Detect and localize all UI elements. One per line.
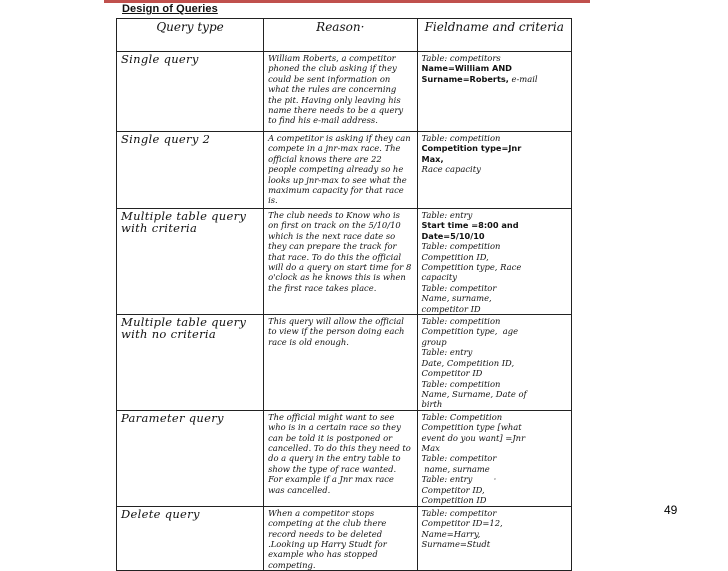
criteria-text: Surname=Studt: [421, 538, 491, 549]
criteria-line: [422, 412, 568, 422]
fieldname-cell: [417, 410, 572, 506]
criteria-text: Max: [421, 442, 440, 453]
queries-table: [116, 18, 572, 571]
criteria-text: Race capacity: [421, 164, 481, 175]
criteria-text: Table: entry: [421, 347, 473, 358]
criteria-text: Name=William AND: [421, 63, 512, 74]
criteria-text: Table: competitor: [421, 507, 497, 518]
criteria-line: [422, 347, 568, 357]
criteria-text: Name=Harry,: [421, 528, 481, 539]
criteria-line: [422, 518, 568, 528]
criteria-text: Table: competitors: [421, 53, 501, 63]
reason-cell: This query will allow the official to view if the person doing each race is old enough.: [264, 315, 417, 411]
table-row: [117, 52, 572, 132]
query-type-cell: Parameter query: [117, 410, 264, 506]
criteria-line: [422, 495, 568, 505]
criteria-line: [422, 337, 568, 347]
criteria-line: [422, 293, 568, 303]
query-type-cell: Delete query: [117, 506, 264, 570]
query-type-cell: Single query: [117, 52, 264, 132]
header-reason: Reason·: [264, 19, 417, 52]
criteria-line: [422, 474, 568, 484]
criteria-text: event do you want] =Jnr: [421, 432, 526, 443]
criteria-text: Table: competitor: [421, 453, 497, 464]
criteria-text: Table: competition: [421, 133, 501, 143]
criteria-text: Surname=Roberts,: [421, 73, 509, 84]
criteria-text: Competitor ID=12,: [421, 518, 503, 529]
criteria-line: [422, 220, 568, 230]
table-row: [117, 315, 572, 411]
criteria-line: [422, 433, 568, 443]
criteria-line: [422, 272, 568, 282]
criteria-text: name, surname: [421, 463, 490, 474]
criteria-line: [422, 529, 568, 539]
table-body: [117, 52, 572, 571]
criteria-line: [422, 485, 568, 495]
criteria-line: [422, 143, 568, 153]
criteria-text: Competitor ID: [421, 368, 483, 379]
criteria-text: Table: competitor: [421, 282, 497, 293]
fieldname-cell: [417, 315, 572, 411]
criteria-text: Table: competition: [421, 241, 501, 252]
criteria-line: [422, 443, 568, 453]
criteria-text: Date, Competition ID,: [421, 357, 515, 368]
header-query-type: Query type: [117, 19, 264, 52]
criteria-line: [422, 231, 568, 241]
reason-cell: William Roberts, a competitor phoned the club asking if they could be sent information on what the rules are concerning the pit. Having only leaving his name there needs to be a query to find his e-mail address.: [264, 52, 417, 132]
table-row: [117, 410, 572, 506]
fieldname-cell: [417, 209, 572, 315]
page-number: 49: [664, 503, 678, 517]
criteria-line: [422, 358, 568, 368]
criteria-text: Table: Competition: [421, 411, 503, 422]
criteria-text: group: [421, 336, 447, 347]
criteria-text: Table: competition: [421, 316, 501, 327]
table-row: [117, 506, 572, 570]
criteria-line: [422, 154, 568, 164]
criteria-text: capacity: [421, 272, 458, 283]
criteria-line: [422, 304, 568, 314]
header-fieldname-criteria: Fieldname and criteria: [417, 19, 572, 52]
document-heading: Design of Queries: [122, 3, 218, 15]
criteria-line: [422, 316, 568, 326]
criteria-text: Competition type=Jnr: [421, 143, 522, 154]
reason-cell: When a competitor stops competing at the club there record needs to be deleted .Looking up Harry Studt for example who has stopped competing.: [264, 506, 417, 570]
criteria-text: Name, Surname, Date of: [421, 388, 527, 399]
criteria-line: [422, 464, 568, 474]
criteria-text: Competition ID,: [421, 251, 489, 262]
criteria-line: [422, 241, 568, 251]
fieldname-cell: [417, 506, 572, 570]
criteria-line: [422, 164, 568, 174]
criteria-text: Table: competition: [421, 378, 501, 389]
criteria-line: [422, 252, 568, 262]
query-type-cell: Multiple table query with no criteria: [117, 315, 264, 411]
criteria-line: [422, 379, 568, 389]
reason-cell: The official might want to see who is in a certain race so they can be told it is postponed or cancelled. To do this they need to do a query in the entry table to show the type of race wanted. For example if a Jnr max race was cancelled.: [264, 410, 417, 506]
criteria-text: Table: entry ·: [421, 474, 497, 485]
criteria-text: Competition type, Race: [421, 262, 522, 273]
criteria-line: [422, 422, 568, 432]
criteria-line: [422, 133, 568, 143]
criteria-text: Start time =8:00 and: [421, 220, 519, 231]
criteria-text: Date=5/10/10: [421, 230, 485, 241]
criteria-line: [422, 210, 568, 220]
criteria-text: Competition type [what: [421, 422, 522, 433]
criteria-line: [422, 389, 568, 399]
criteria-line: [422, 399, 568, 409]
criteria-line: [422, 63, 568, 73]
criteria-line: [422, 53, 568, 63]
criteria-line: [422, 508, 568, 518]
criteria-line: [422, 368, 568, 378]
criteria-text: Competitor ID,: [421, 484, 485, 495]
criteria-text: birth: [421, 399, 443, 410]
criteria-text: Name, surname,: [421, 293, 492, 304]
query-type-cell: Multiple table query with criteria: [117, 209, 264, 315]
fieldname-cell: [417, 132, 572, 209]
criteria-line: [422, 283, 568, 293]
criteria-text: competitor ID: [421, 303, 481, 314]
fieldname-cell: [417, 52, 572, 132]
criteria-line: [422, 74, 568, 84]
criteria-text: Competition ID: [421, 494, 487, 505]
table-row: [117, 209, 572, 315]
criteria-text: Competition type, age: [421, 326, 519, 337]
criteria-suffix: e-mail: [508, 73, 538, 84]
criteria-line: [422, 453, 568, 463]
reason-cell: A competitor is asking if they can compete in a jnr-max race. The official knows there are 22 people competing already so he looks up jnr-max to see what the maximum capacity for that race is.: [264, 132, 417, 209]
criteria-text: Max,: [421, 153, 444, 164]
query-type-cell: Single query 2: [117, 132, 264, 209]
criteria-text: Table: entry: [421, 210, 473, 220]
criteria-line: [422, 539, 568, 549]
reason-cell: The club needs to Know who is on first on track on the 5/10/10 which is the next race date so they can prepare the track for that race. To do this the official will do a query on start time for 8 o'clock as he knows this is when the first race takes place.: [264, 209, 417, 315]
criteria-line: [422, 326, 568, 336]
table-row: [117, 132, 572, 209]
table-header-row: [117, 19, 572, 52]
criteria-line: [422, 262, 568, 272]
